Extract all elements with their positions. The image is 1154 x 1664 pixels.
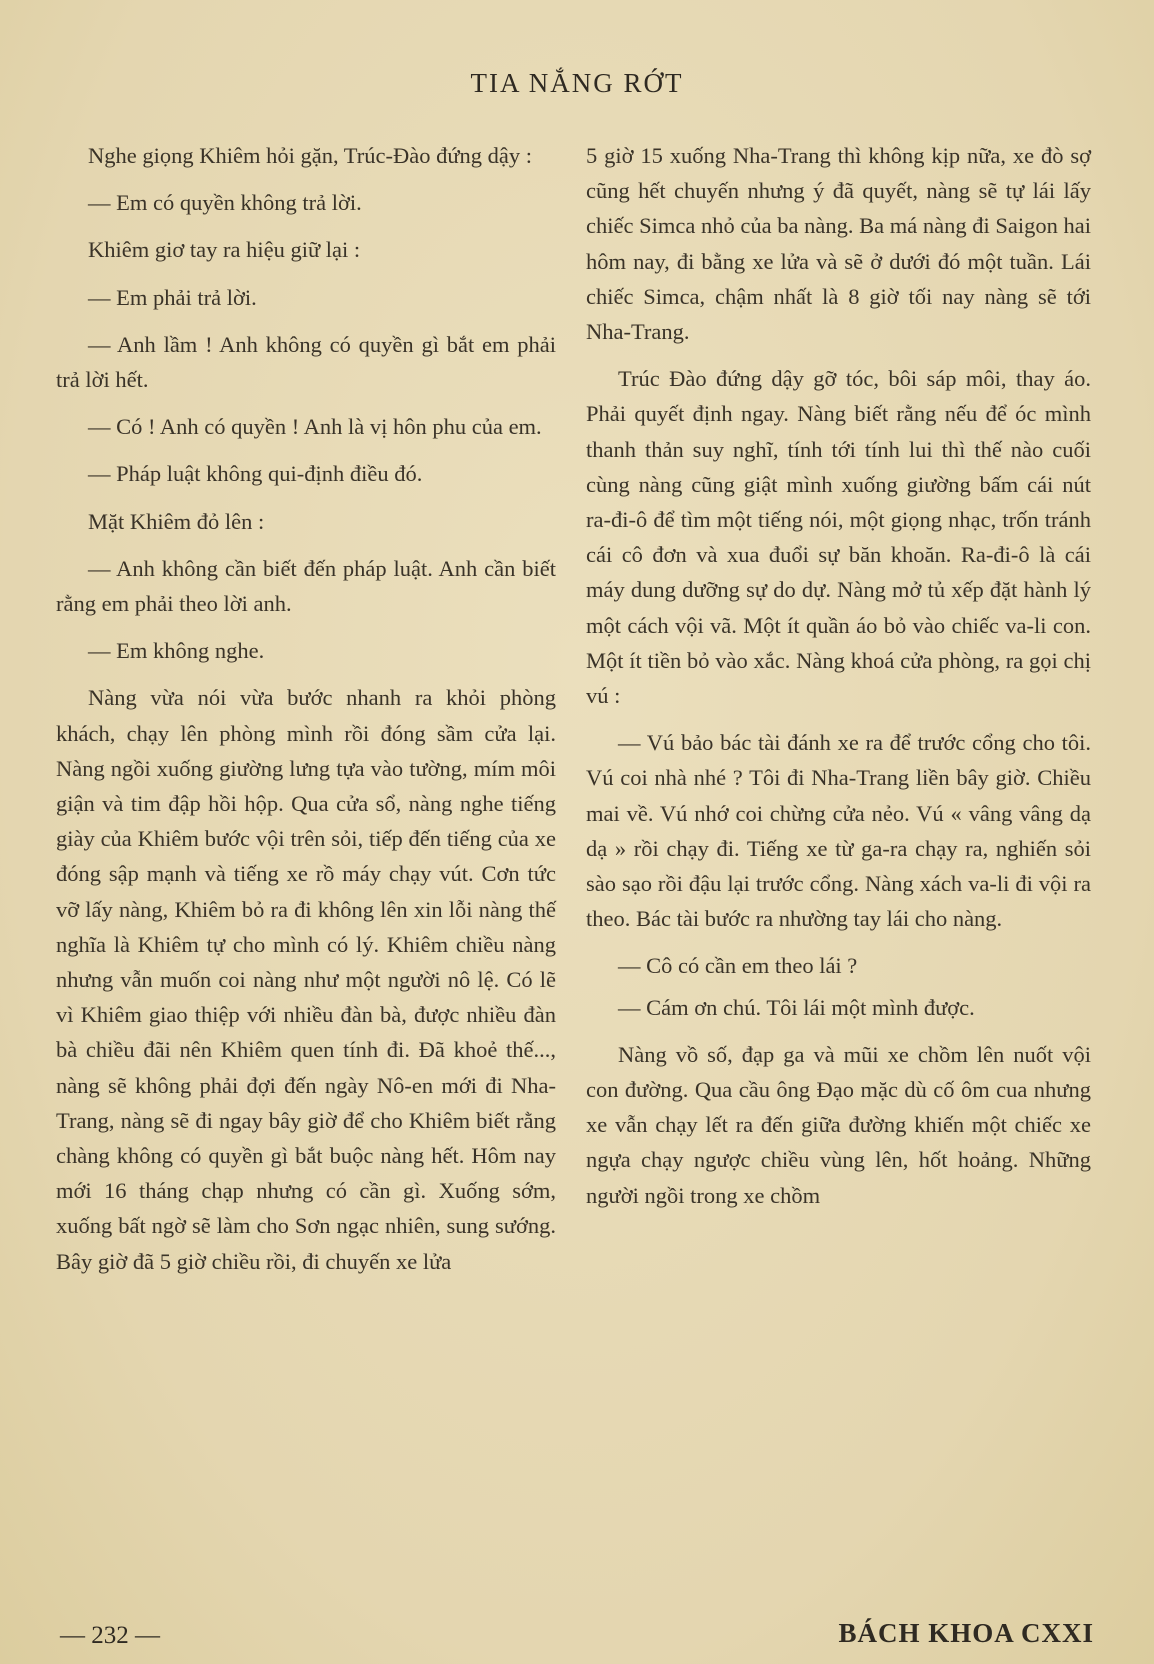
left-column (56, 138, 556, 1285)
paragraph: Nàng vừa nói vừa bước nhanh ra khỏi phòng khách, chạy lên phòng mình rồi đóng sầm cửa lại. Nàng ngồi xuống giường lưng tựa vào tường, mím môi giận và tim đập hồi hộp. Qua cửa sổ, nàng nghe tiếng giày của Khiêm bước vội trên sỏi, tiếp đến tiếng của xe đóng sập mạnh và tiếng xe rồ máy chạy vút. Cơn tức vỡ lấy nàng, Khiêm bỏ ra đi không lên xin lỗi nàng thế nghĩa là Khiêm tự cho mình có lý. Khiêm chiều nàng nhưng vẫn muốn coi nàng như một người nô lệ. Có lẽ vì Khiêm giao thiệp với nhiều đàn bà, được nhiều đàn bà chiều đãi nên Khiêm quen tính đi. Đã khoẻ thế..., nàng sẽ không phải đợi đến ngày Nô-en mới đi Nha-Trang, nàng sẽ đi ngay bây giờ để cho Khiêm biết rằng chàng không có quyền gì bắt buộc nàng hết. Hôm nay mới 16 tháng chạp nhưng có cần gì. Xuống sớm, xuống bất ngờ sẽ làm cho Sơn ngạc nhiên, sung sướng. Bây giờ đã 5 giờ chiều rồi, đi chuyến xe lửa (56, 685, 556, 1274)
dialogue-line: — Có ! Anh có quyền ! Anh là vị hôn phu của em. (88, 414, 542, 440)
running-title: TIA NẮNG RỚT (470, 68, 684, 98)
dialogue-line: — Cô có cần em theo lái ? (618, 953, 858, 979)
page-number: — 232 — (60, 1622, 160, 1649)
dialogue-line: — Em không nghe. (88, 638, 265, 664)
paragraph: Nghe giọng Khiêm hỏi gặn, Trúc-Đào đứng dậy : (88, 143, 533, 168)
paragraph: Mặt Khiêm đỏ lên : (88, 508, 265, 534)
paragraph: Trúc Đào đứng dậy gỡ tóc, bôi sáp môi, thay áo. Phải quyết định ngay. Nàng biết rằng nếu để óc mình thanh thản suy nghĩ, tính tới tính lui thì thế nào cuối cùng nàng cũng giật mình xuống giường bấm cái nút ra-đi-ô để tìm một tiếng nói, một giọng nhạc, trốn tránh cái cô đơn và xua đuổi sự băn khoăn. Ra-đi-ô là cái máy dung dưỡng sự do dự. Nàng mở tủ xếp đặt hành lý một cách vội vã. Một ít quần áo bỏ vào chiếc va-li con. Một ít tiền bỏ vào xắc. Nàng khoá cửa phòng, ra gọi chị vú : (586, 366, 1091, 709)
paragraph: 5 giờ 15 xuống Nha-Trang thì không kịp nữa, xe đò sợ cũng hết chuyến nhưng ý đã quyết, nàng sẽ tự lái lấy chiếc Simca nhỏ của ba nàng. Ba má nàng đi Saigon hai hôm nay, đi bằng xe lửa và sẽ ở dưới đó một tuần. Lái chiếc Simca, chậm nhất là 8 giờ tối nay nàng sẽ tới Nha-Trang. (586, 143, 1091, 345)
dialogue-line: — Em phải trả lời. (88, 284, 257, 310)
magazine-footer: BÁCH KHOA CXXI (838, 1618, 1094, 1648)
dialogue-line: — Pháp luật không qui-định điều đó. (88, 461, 423, 487)
dialogue-line: — Cám ơn chú. Tôi lái một mình được. (618, 994, 975, 1020)
dialogue-line: — Vú bảo bác tài đánh xe ra để trước cổng cho tôi. Vú coi nhà nhé ? Tôi đi Nha-Trang liền bây giờ. Chiều mai về. Vú nhớ coi chừng cửa nẻo. Vú « vâng vâng dạ dạ » rồi chạy đi. Tiếng xe từ ga-ra chạy ra, nghiến sỏi sào sạo rồi đậu lại trước cổng. Nàng xách va-li đi vội ra theo. Bác tài bước ra nhường tay lái cho nàng. (586, 730, 1091, 932)
paragraph: Khiêm giơ tay ra hiệu giữ lại : (88, 237, 361, 263)
dialogue-line: — Em có quyền không trả lời. (88, 190, 362, 216)
dialogue-line: — Anh lầm ! Anh không có quyền gì bắt em phải trả lời hết. (56, 331, 556, 393)
right-column (586, 138, 1091, 1219)
paragraph: Nàng vồ số, đạp ga và mũi xe chồm lên nuốt vội con đường. Qua cầu ông Đạo mặc dù cố ôm cua nhưng xe vẫn chạy lết ra đến giữa đường khiến một chiếc xe ngựa chạy ngược chiều vùng lên, hốt hoảng. Những người ngồi trong xe chồm (586, 1041, 1091, 1208)
dialogue-line: — Anh không cần biết đến pháp luật. Anh cần biết rằng em phải theo lời anh. (56, 555, 556, 617)
